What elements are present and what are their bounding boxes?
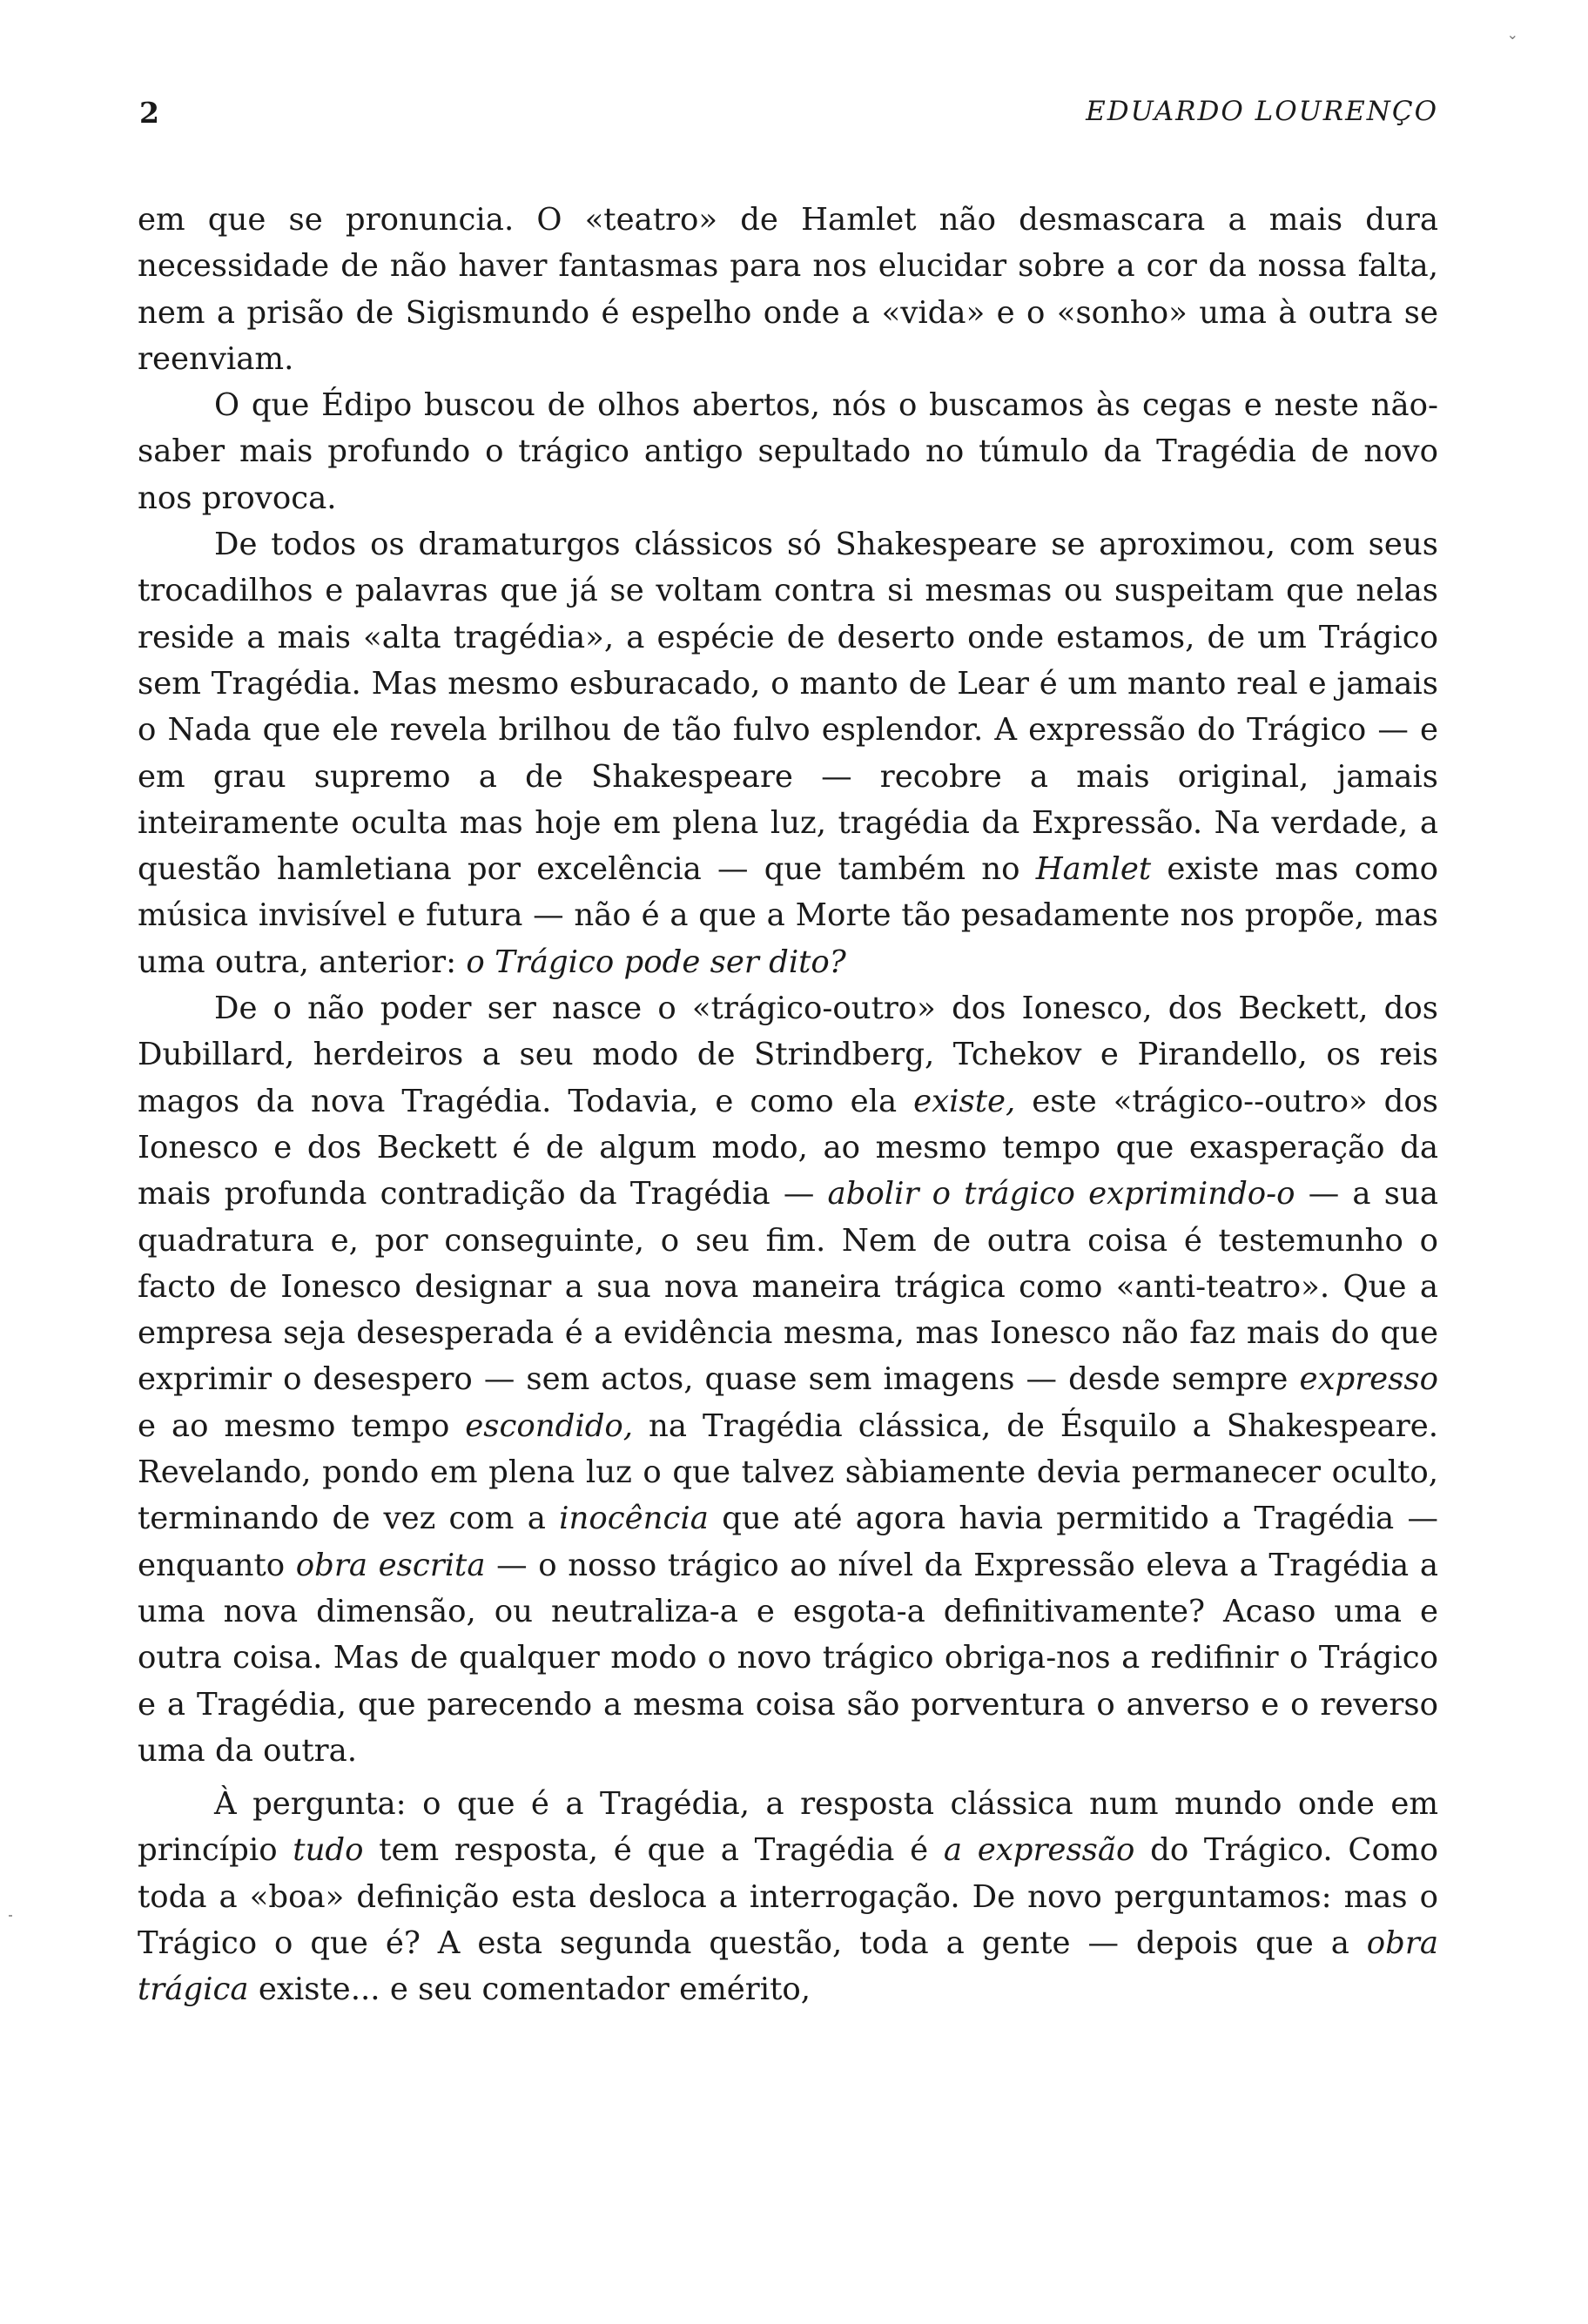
italic-text: abolir o trágico exprimindo-o bbox=[827, 1176, 1295, 1212]
page-header bbox=[139, 96, 1438, 148]
page-number: 2 bbox=[139, 96, 159, 130]
paragraph-1 bbox=[138, 197, 1438, 382]
text-run: O que Édipo buscou de olhos abertos, nós o buscamos às cegas e neste não-saber mais profundo o trágico antigo sepultado no túmulo da Tragédia de novo nos provoca. bbox=[138, 387, 1438, 516]
italic-text: obra escrita bbox=[295, 1547, 486, 1583]
scan-artifact-mark: ⌄ bbox=[1506, 26, 1518, 43]
text-run: De todos os dramaturgos clássicos só Shakespeare se aproximou, com seus trocadilhos e palavras que já se voltam contra si mesmas ou suspeitam que nelas reside a mais «alta tragédia», a espécie de deserto onde estamos, de um Trágico sem Tragédia. Mas mesmo esburacado, o manto de Lear é um manto real e jamais o Nada que ele revela brilhou de tão fulvo esplendor. A expressão do Trágico — e em grau supremo a de Shakespeare — recobre a mais original, jamais inteiramente oculta mas hoje em plena luz, tragédia da Expressão. Na verdade, a questão hamletiana por excelência — que também no bbox=[138, 527, 1438, 888]
text-run: existe... e seu comentador emérito, bbox=[248, 1971, 811, 2008]
paragraph-2 bbox=[138, 382, 1438, 521]
paragraph-5 bbox=[138, 1781, 1438, 2012]
text-run: À pergunta: o que é a Tragédia, a resposta clássica num mundo onde em princípio bbox=[138, 1786, 1438, 1869]
italic-text: inocência bbox=[559, 1501, 709, 1537]
text-run: — o nosso trágico ao nível da Expressão eleva a Tragédia a uma nova dimensão, ou neutraliza-a e esgota-a definitivamente? Acaso uma e outra coisa. Mas de qualquer modo o novo trágico obriga-nos a redifinir o Trágico e a Tragédia, que parecendo a mesma coisa são porventura o anverso e o reverso uma da outra. bbox=[138, 1547, 1438, 1769]
scan-artifact-dot bbox=[9, 1915, 12, 1917]
italic-text: tudo bbox=[293, 1832, 364, 1869]
text-run: na Tragédia clássica, de Ésquilo a Shakespeare. Revelando, pondo em plena luz o que talvez sàbiamente devia permanecer oculto, terminando de vez com a bbox=[138, 1407, 1438, 1537]
text-run: existe mas como música invisível e futura — não é a que a Morte tão pesadamente nos propõe, mas uma outra, anterior: bbox=[138, 851, 1438, 980]
italic-text: Hamlet bbox=[1035, 851, 1152, 888]
text-run: De o não poder ser nasce o «trágico-outro» dos Ionesco, dos Beckett, dos Dubillard, herdeiros a seu modo de Strindberg, Tchekov e Pirandello, os reis magos da nova Tragédia. Todavia, e como ela bbox=[138, 991, 1438, 1119]
italic-text: o Trágico pode ser dito? bbox=[466, 944, 846, 980]
text-run: — a sua quadratura e, por conseguinte, o seu fim. Nem de outra coisa é testemunho o facto de Ionesco designar a sua nova maneira trágica como «anti-teatro». Que a empresa seja desesperada é a evidência mesma, mas Ionesco não faz mais do que exprimir o desespero — sem actos, quase sem imagens — desde sempre bbox=[138, 1176, 1438, 1398]
text-run: em que se pronuncia. O «teatro» de Hamlet não desmascara a mais dura necessidade de não haver fantasmas para nos elucidar sobre a cor da nossa falta, nem a prisão de Sigismundo é espelho onde a «vida» e o «sonho» uma à outra se reenviam. bbox=[138, 202, 1438, 377]
text-run: este «trágico--outro» dos Ionesco e dos Beckett é de algum modo, ao mesmo tempo que exasperação da mais profunda contradição da Tragédia — bbox=[138, 1083, 1438, 1212]
paragraph-3 bbox=[138, 521, 1438, 985]
text-run: e ao mesmo tempo bbox=[138, 1407, 466, 1444]
running-head: EDUARDO LOURENÇO bbox=[1086, 96, 1438, 127]
italic-text: a expressão bbox=[943, 1832, 1135, 1869]
italic-text: escondido, bbox=[465, 1407, 634, 1444]
text-run: que até agora havia permitido a Tragédia — enquanto bbox=[138, 1501, 1438, 1583]
body-text bbox=[138, 197, 1438, 2013]
paragraph-4 bbox=[138, 985, 1438, 1774]
italic-text: obra trágica bbox=[138, 1924, 1438, 2008]
italic-text: expresso bbox=[1299, 1361, 1438, 1398]
text-run: do Trágico. Como toda a «boa» definição esta desloca a interrogação. De novo perguntamos: mas o Trágico o que é? A esta segunda questão, toda a gente — depois que a bbox=[138, 1832, 1438, 1961]
text-run: tem resposta, é que a Tragédia é bbox=[363, 1832, 944, 1869]
italic-text: existe, bbox=[913, 1083, 1016, 1119]
